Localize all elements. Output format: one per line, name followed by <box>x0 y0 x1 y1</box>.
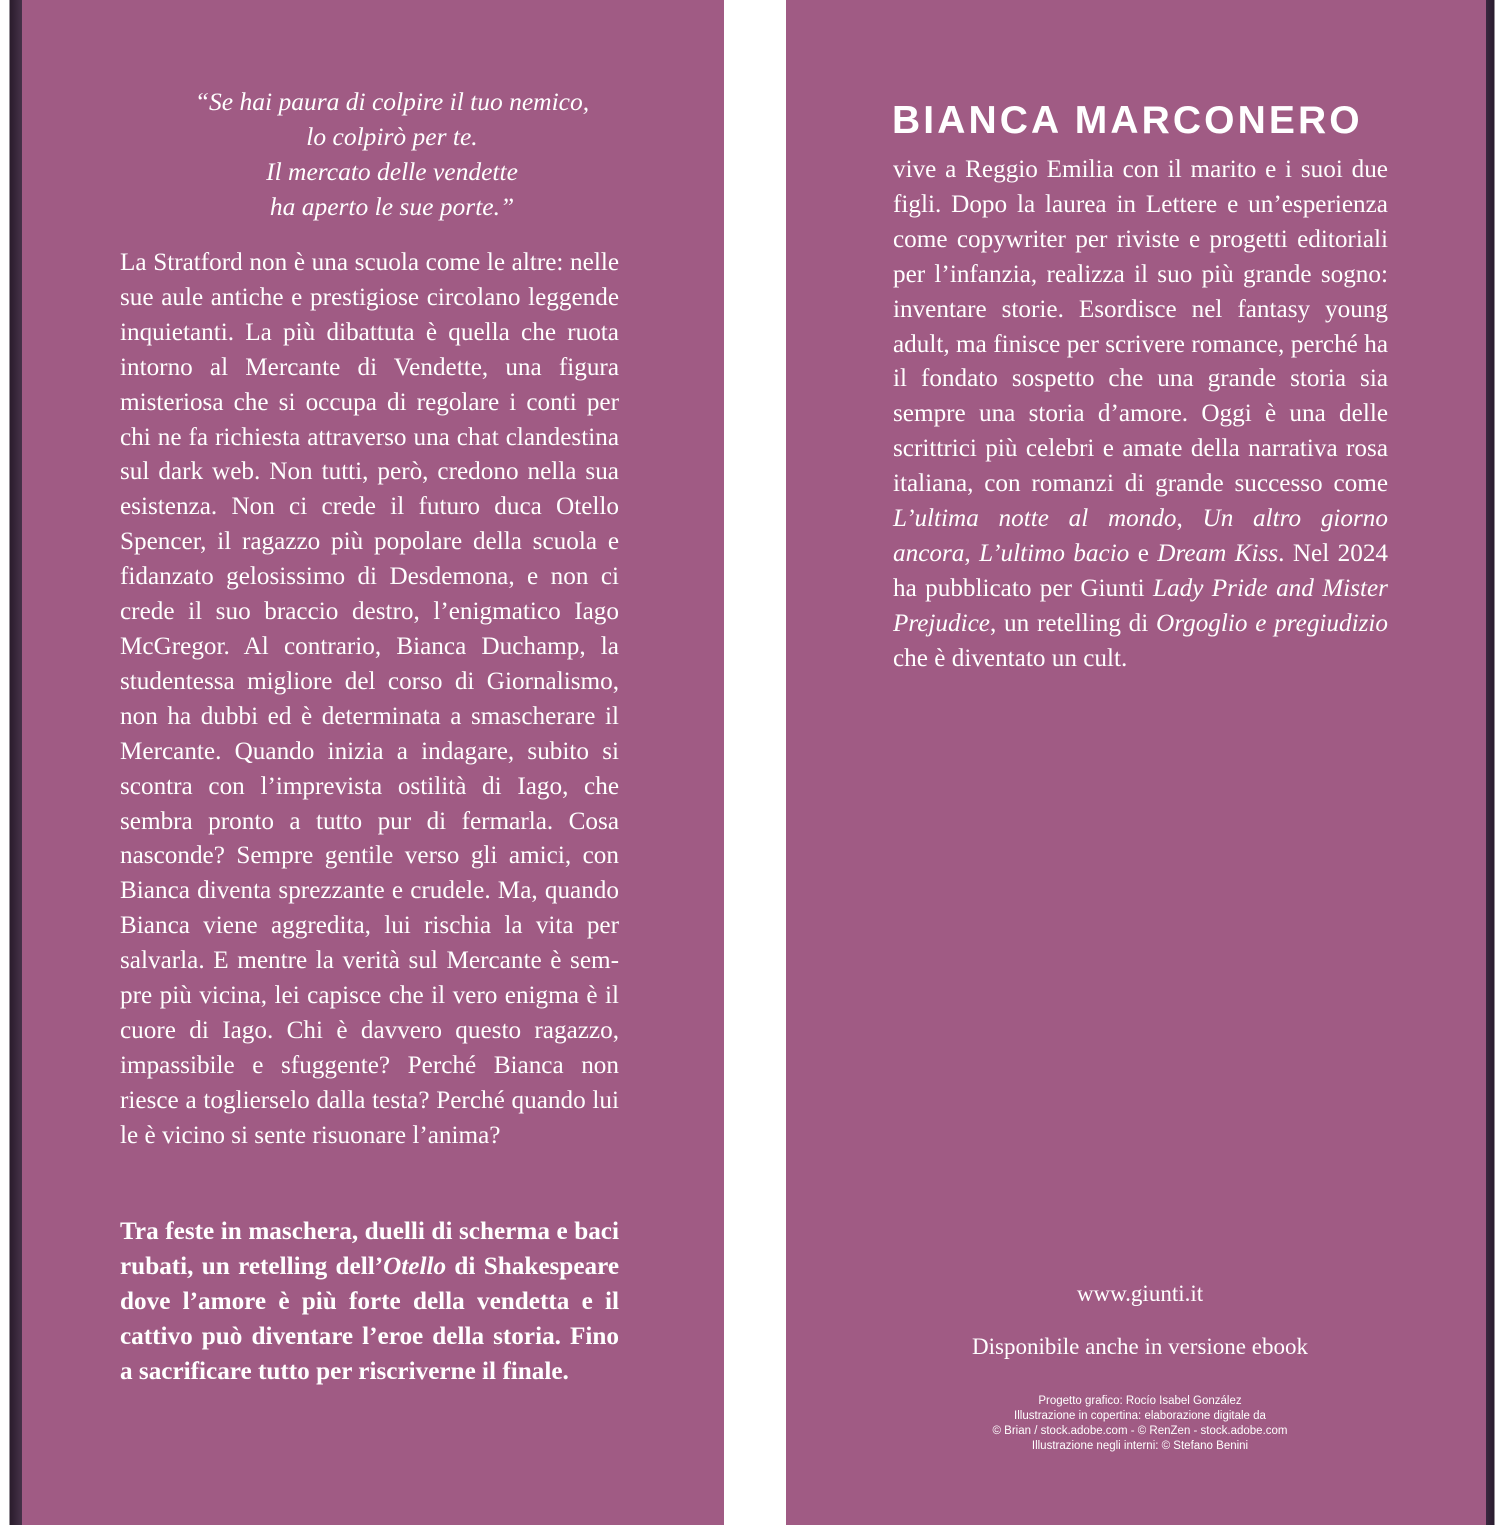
author-bio <box>893 153 1388 677</box>
ebook-availability: Disponibile anche in versione ebook <box>972 1334 1308 1359</box>
book-title: L’ultima notte al mondo <box>893 505 1177 533</box>
book-title: L’ultimo bacio <box>979 539 1130 567</box>
quote-line: “Se hai paura di colpire il tuo nemico, <box>194 87 590 116</box>
book-title: Dream Kiss <box>1157 539 1279 567</box>
tagline-title: Otello <box>383 1252 447 1280</box>
tagline-paragraph <box>120 1215 619 1390</box>
credit-line: Illustrazione negli interni: © Stefano Benini <box>1031 1440 1249 1452</box>
book-title: Un altro giorno ancora <box>893 505 1388 567</box>
quote-line: Il mercato delle vendette <box>266 157 518 186</box>
publisher-website: www.giunti.it <box>1076 1281 1204 1306</box>
quote-line: ha aperto le sue porte.” <box>269 192 515 221</box>
design-credits <box>786 1394 1494 1454</box>
credit-line: Illustrazione in copertina: elaborazione digitale da <box>1014 1410 1266 1422</box>
bio-text: , un retelling di <box>989 609 1157 637</box>
bio-text: , <box>1176 505 1203 533</box>
synopsis-paragraph: La Stratford non è una scuola come le altre: nelle sue aule antiche e prestigiose circolano leggende inquietanti. La più dibattuta è quella che ruota intorno al Mercante di Vendette, una figura misteriosa che si occupa di regolare i conti per chi ne fa richiesta attraverso una chat clandestina sul dark web. Non tutti, però, credono nella sua esistenza. Non ci crede il futuro duca Otello Spencer, il ragazzo più popolare della scuola e fidanzato gelosissimo di Desdemona, e non ci crede il suo braccio destro, l’enigmatico Iago McGregor. Al contrario, Bianca Duchamp, la studentessa migliore del corso di Giornalismo, non ha dubbi ed è determinata a smascherare il Mercante. Quando inizia a indagare, subito si scontra con l’imprevista ostilità di Iago, che sembra pronto a tutto pur di fermarla. Cosa nasconde? Sempre gentile verso gli amici, con Bianca diventa sprezzante e crudele. Ma, quando Bianca viene aggredita, lui rischia la vita per salvarla. E mentre la verità sul Mercante è sempre più vicina, lei capisce che il vero enigma è il cuore di Iago. Chi è davvero questo ragazzo, impassibile e sfuggente? Perché Bianca non riesce a toglierselo dalla testa? Perché quando lui le è vicino si sente risuonare l’anima? <box>120 249 619 1149</box>
book-title: Lady Pride and Mister Prejudice <box>893 574 1388 637</box>
author-name: BIANCA MARCONERO <box>892 99 1363 142</box>
bio-text: , <box>964 539 980 567</box>
bio-text: vive a Reggio Emilia con il marito e i suoi due figli. Dopo la laurea in Lettere e un’esperienza come copywriter per riviste e progetti editoriali per l’infanzia, realizza il suo più grande sogno: inventare storie. Esordisce nel fantasy young adult, ma finisce per scrivere romance, perché ha il fondato sospetto che una grande storia sia sempre una storia d’amore. Oggi è una delle scrittrici più celebri e amate della narrativa rosa italiana, con romanzi di grande successo come <box>893 156 1388 498</box>
bio-text: e <box>1129 539 1158 567</box>
credit-line: Progetto grafico: Rocío Isabel González <box>1038 1395 1242 1407</box>
author-flap <box>786 0 1486 1525</box>
back-cover-flap <box>22 0 724 1525</box>
credit-line: © Brian / stock.adobe.com - © RenZen - stock.adobe.com <box>992 1425 1288 1437</box>
book-title: Orgoglio e pregiudizio <box>1156 609 1388 637</box>
bio-text: che è diventato un cult. <box>893 644 1128 672</box>
bio-text: . Nel 2024 ha pubblicato per Giunti <box>893 539 1389 602</box>
cover-edge-left <box>0 0 22 1525</box>
epigraph-quote <box>142 84 642 224</box>
quote-line: lo colpirò per te. <box>306 122 478 151</box>
tagline-text: di Shakespeare dove l’amore è più forte della vendetta e il cattivo può diventare l’eroe della storia. Fino a sacrificare tutto per riscriverne il finale. <box>120 1252 619 1385</box>
tagline-text: Tra feste in maschera, duelli di scherma e baci rubati, un retelling dell’ <box>120 1218 619 1280</box>
